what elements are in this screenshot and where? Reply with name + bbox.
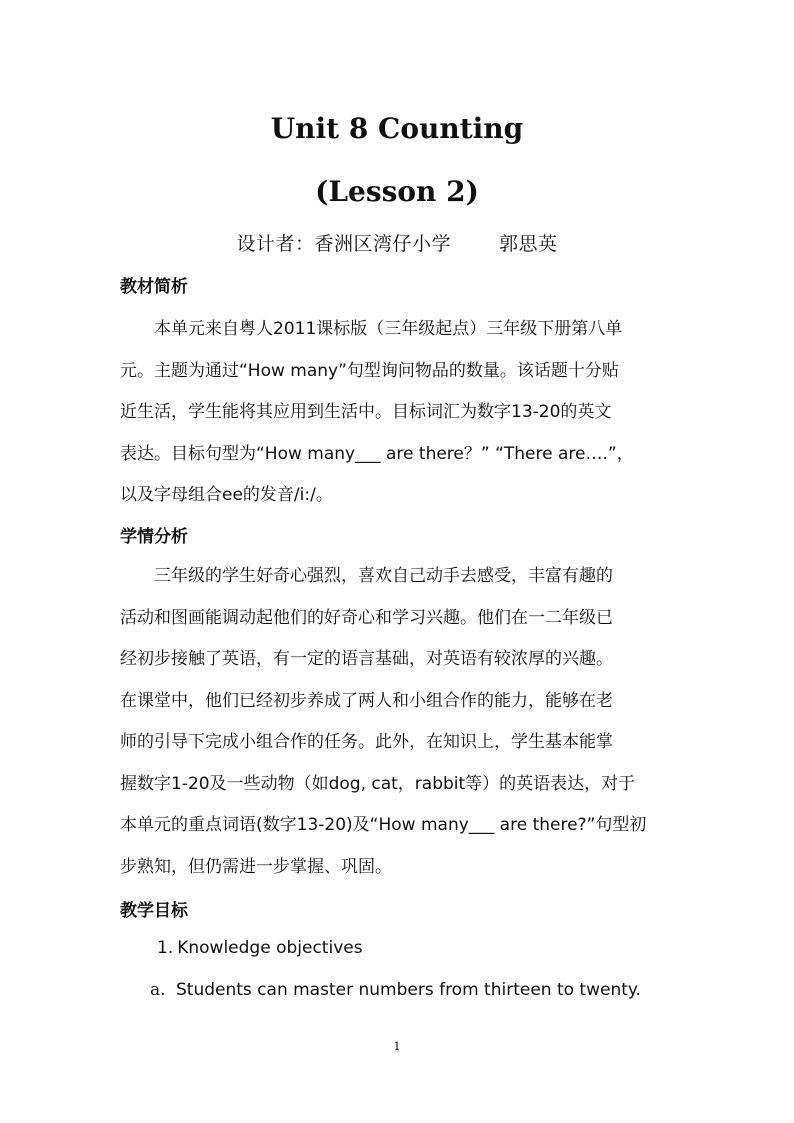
paragraph-line: 本单元来自粤人2011课标版（三年级起点）三年级下册第八单 [154, 319, 623, 339]
paragraph-line: 以及字母组合ee的发音/i:/。 [120, 485, 333, 505]
paragraph-line: 步熟知，但仍需进一步掌握、巩固。 [120, 856, 392, 877]
paragraph-line: 在课堂中，他们已经初步养成了两人和小组合作的能力，能够在老 [120, 690, 613, 711]
paragraph-line: 经初步接触了英语，有一定的语言基础，对英语有较浓厚的兴趣。 [120, 649, 613, 669]
objective-number: 1. [157, 938, 174, 958]
document-subtitle: (Lesson 2) [315, 175, 479, 208]
paragraph-line: 握数字1-20及一些动物（如dog, cat，rabbit等）的英语表达，对于 [120, 773, 636, 794]
paragraph-line: 三年级的学生好奇心强烈，喜欢自己动手去感受，丰富有趣的 [154, 566, 613, 586]
section-paragraph-student-analysis [120, 556, 682, 888]
paragraph-line: 师的引导下完成小组合作的任务。此外，在知识上，学生基本能掌 [120, 732, 613, 752]
paragraph-line: 本单元的重点词语(数字13-20)及“How many___ are there?”句型初 [120, 815, 647, 835]
objective-item-knowledge [157, 938, 363, 958]
paragraph-line: 元。主题为通过“How many”句型询问物品的数量。该话题十分贴 [120, 360, 619, 381]
designer-label: 设计者：香洲区湾仔小学 [236, 233, 451, 255]
objective-text: Knowledge objectives [177, 938, 363, 958]
paragraph-line: 表达。目标句型为“How many___ are there？” “There are….”， [120, 443, 634, 464]
paragraph-line: 活动和图画能调动起他们的好奇心和学习兴趣。他们在一二年级已 [120, 607, 613, 628]
designer-name: 郭思英 [499, 233, 558, 255]
page-number: 1 [393, 1040, 401, 1053]
section-heading-textbook-analysis: 教材简析 [120, 277, 188, 297]
objective-subitem-a [150, 980, 641, 1000]
document-title: Unit 8 Counting [270, 112, 524, 145]
designer-line [0, 229, 794, 256]
section-heading-teaching-objectives: 教学目标 [120, 901, 188, 921]
subitem-letter: a. [150, 980, 166, 1000]
section-heading-student-analysis: 学情分析 [120, 527, 188, 547]
subitem-text: Students can master numbers from thirteen to twenty. [176, 980, 641, 1000]
paragraph-line: 近生活，学生能将其应用到生活中。目标词汇为数字13-20的英文 [120, 402, 612, 422]
section-paragraph-textbook-analysis [120, 309, 682, 517]
